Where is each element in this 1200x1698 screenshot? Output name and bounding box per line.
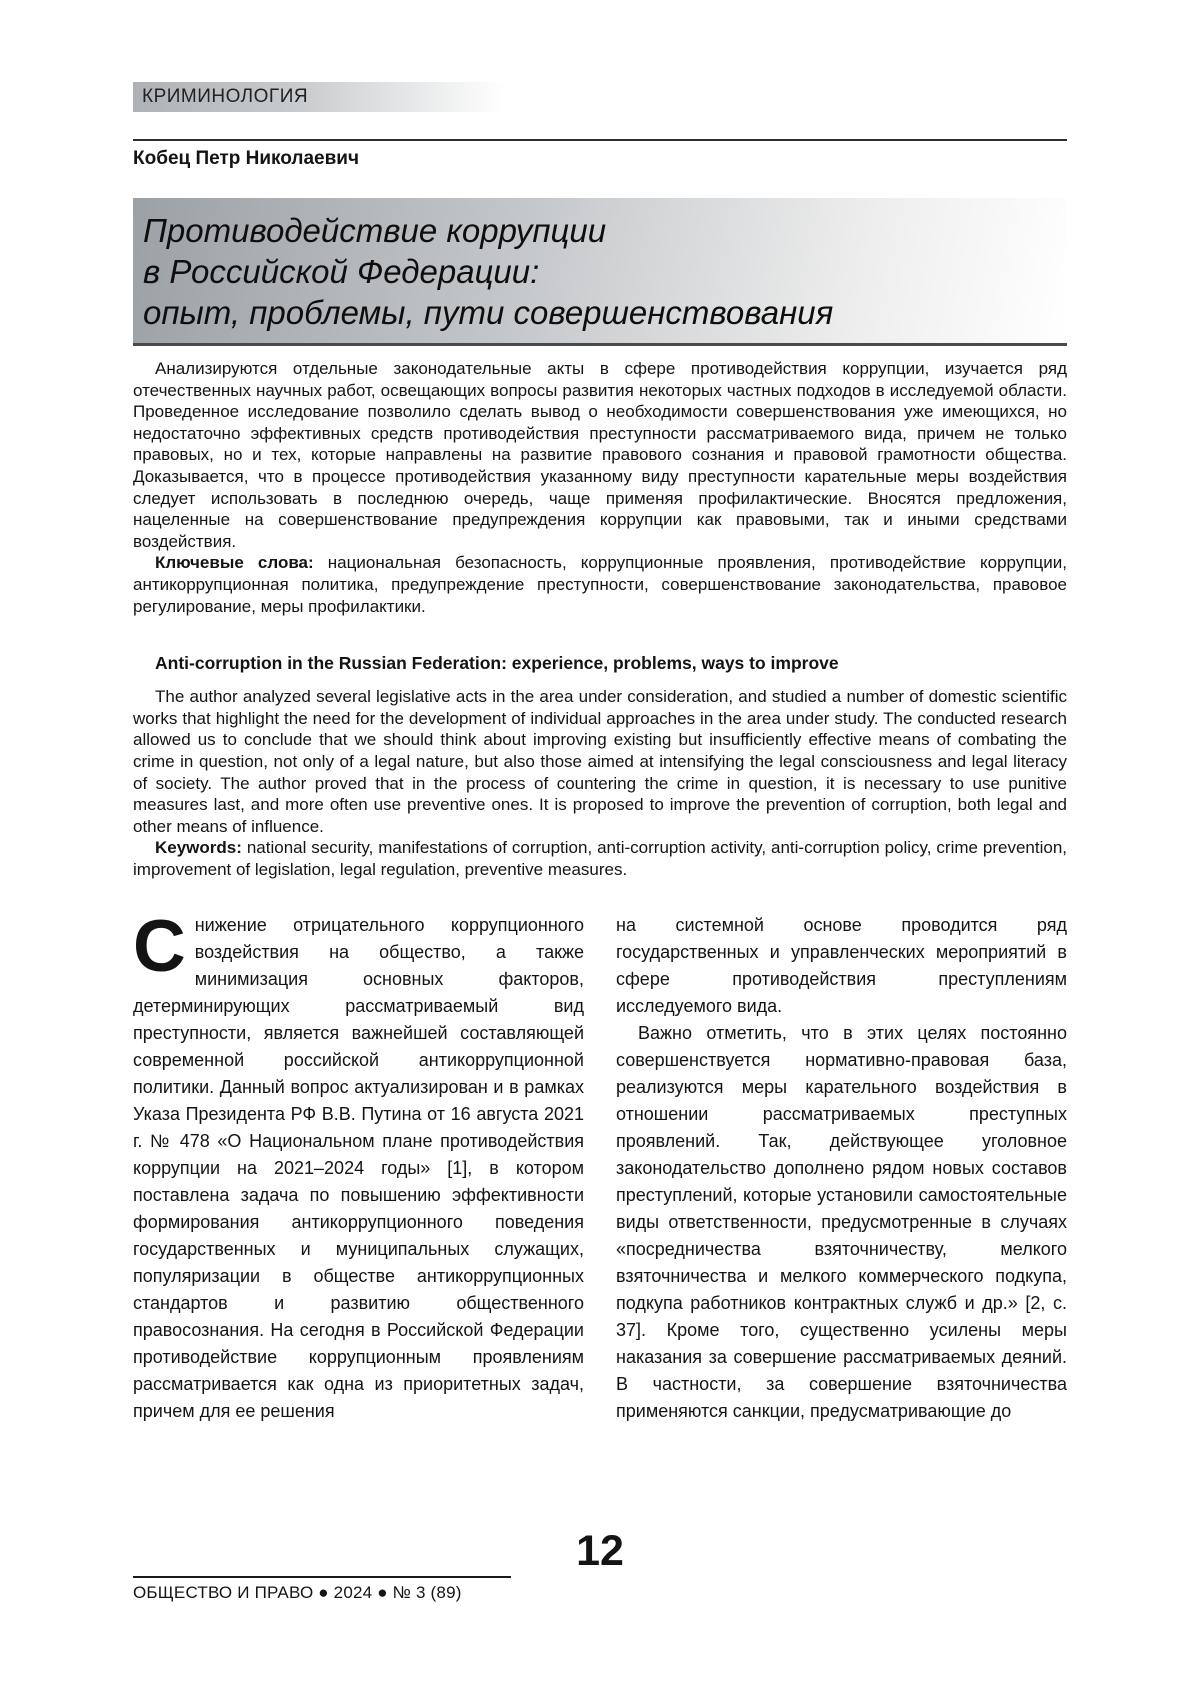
article-title-english: Anti-corruption in the Russian Federation: experience, problems, ways to improve: [155, 653, 839, 674]
page-footer: [133, 1528, 1067, 1603]
body-paragraph-1: [133, 906, 584, 1425]
body-column-left: [133, 906, 584, 1425]
body-columns: [133, 906, 1067, 1425]
keywords-russian-text: национальная безопасность, коррупционные проявления, противодействие коррупции, антикоррупционная политика, предупреждение преступности, совершенствование законодательства, правовое регулирование, меры профилактики.: [133, 553, 1067, 616]
body-paragraph-1-continued: на системной основе проводится ряд государственных и управленческих мероприятий в сфере противодействия преступлениям исследуемого вида.: [616, 915, 1067, 1017]
author-name: Кобец Петр Николаевич: [133, 148, 360, 169]
abstract-russian-text: Анализируются отдельные законодательные акты в сфере противодействия коррупции, изучается ряд отечественных научных работ, освещающих вопросы развития некоторых частных подходов в исследуемой области. Проведенное исследование позволило сделать вывод о необходимости совершенствования уже имеющихся, но недостаточно эффективных средств противодействия преступности рассматриваемого вида, причем не только правовых, но и тех, которые направлены на развитие правового сознания и правовой грамотности общества. Доказывается, что в процессе противодействия указанному виду преступности карательные меры воздействия следует использовать в последнюю очередь, чаще применяя профилактические. Вносятся предложения, нацеленные на совершенствование предупреждения коррупции как правовыми, так и иными средствами воздействия.: [133, 359, 1067, 551]
abstract-russian: [133, 358, 1067, 552]
article-title-line-1: Противодействие коррупции: [143, 212, 607, 249]
body-paragraph-2: Важно отметить, что в этих целях постоянно совершенствуется нормативно-правовая база, реализуются меры карательного воздействия в отношении рассматриваемых преступных проявлений. Так, действующее уголовное законодательство дополнено рядом новых составов преступлений, которые установили самостоятельные виды ответственности, предусмотренные в случаях «посредничества взяточничеству, мелкого взяточничества и мелкого коммерческого подкупа, подкупа работников контрактных служб и др.» [2, с. 37]. Кроме того, существенно усилены меры наказания за совершение рассматриваемых деяний. В частности, за совершение взяточничества применяются санкции, предусматривающие до: [616, 1023, 1067, 1422]
page-number: 12: [576, 1527, 624, 1575]
keywords-russian-label: Ключевые слова:: [155, 553, 314, 573]
keywords-english: [133, 837, 1067, 880]
header-divider: [133, 139, 1067, 141]
article-title-line-2: в Российской Федерации:: [143, 253, 540, 290]
journal-info: ОБЩЕСТВО И ПРАВО ● 2024 ● № 3 (89): [133, 1583, 462, 1602]
article-title-line-3: опыт, проблемы, пути совершенствования: [143, 294, 834, 331]
keywords-english-label: Keywords:: [155, 838, 242, 858]
abstract-english-text: The author analyzed several legislative acts in the area under consideration, and studied a number of domestic scientific works that highlight the need for the development of individual approaches in the area under study. The conducted research allowed us to conclude that we should think about improving existing but insufficiently effective means of combating the crime in question, not only of a legal nature, but also those aimed at intensifying the legal consciousness and legal literacy of society. The author proved that in the process of countering the crime in question, it is necessary to use punitive measures last, and more often use preventive ones. It is proposed to improve the prevention of corruption, both legal and other means of influence.: [133, 687, 1067, 836]
body-paragraph-1-text: нижение отрицательного коррупционного воздействия на общество, а также минимизация основных факторов, детерминирующих рассматриваемый вид преступности, является важнейшей составляющей современной российской антикоррупционной политики. Данный вопрос актуализирован и в рамках Указа Президента РФ В.В. Путина от 16 августа 2021 г. № 478 «О Национальном плане противодействия коррупции на 2021–2024 годы» [1], в котором поставлена задача по повышению эффективности формирования антикоррупционного поведения государственных и муниципальных служащих, популяризации в обществе антикоррупционных стандартов и развитию общественного правосознания. На сегодня в Российской Федерации противодействие коррупционным проявлениям рассматривается как одна из приоритетных задач, причем для ее решения: [133, 915, 584, 1422]
drop-cap: С: [133, 906, 186, 988]
body-column-right: [616, 912, 1067, 1425]
keywords-english-text: national security, manifestations of corruption, anti-corruption activity, anti-corruption policy, crime prevention, improvement of legislation, legal regulation, preventive measures.: [133, 838, 1067, 879]
article-title-box: [133, 198, 1067, 346]
footer-divider: [133, 1576, 511, 1578]
section-label: КРИМИНОЛОГИЯ: [133, 82, 505, 112]
keywords-russian: [133, 552, 1067, 617]
abstract-english: [133, 686, 1067, 837]
